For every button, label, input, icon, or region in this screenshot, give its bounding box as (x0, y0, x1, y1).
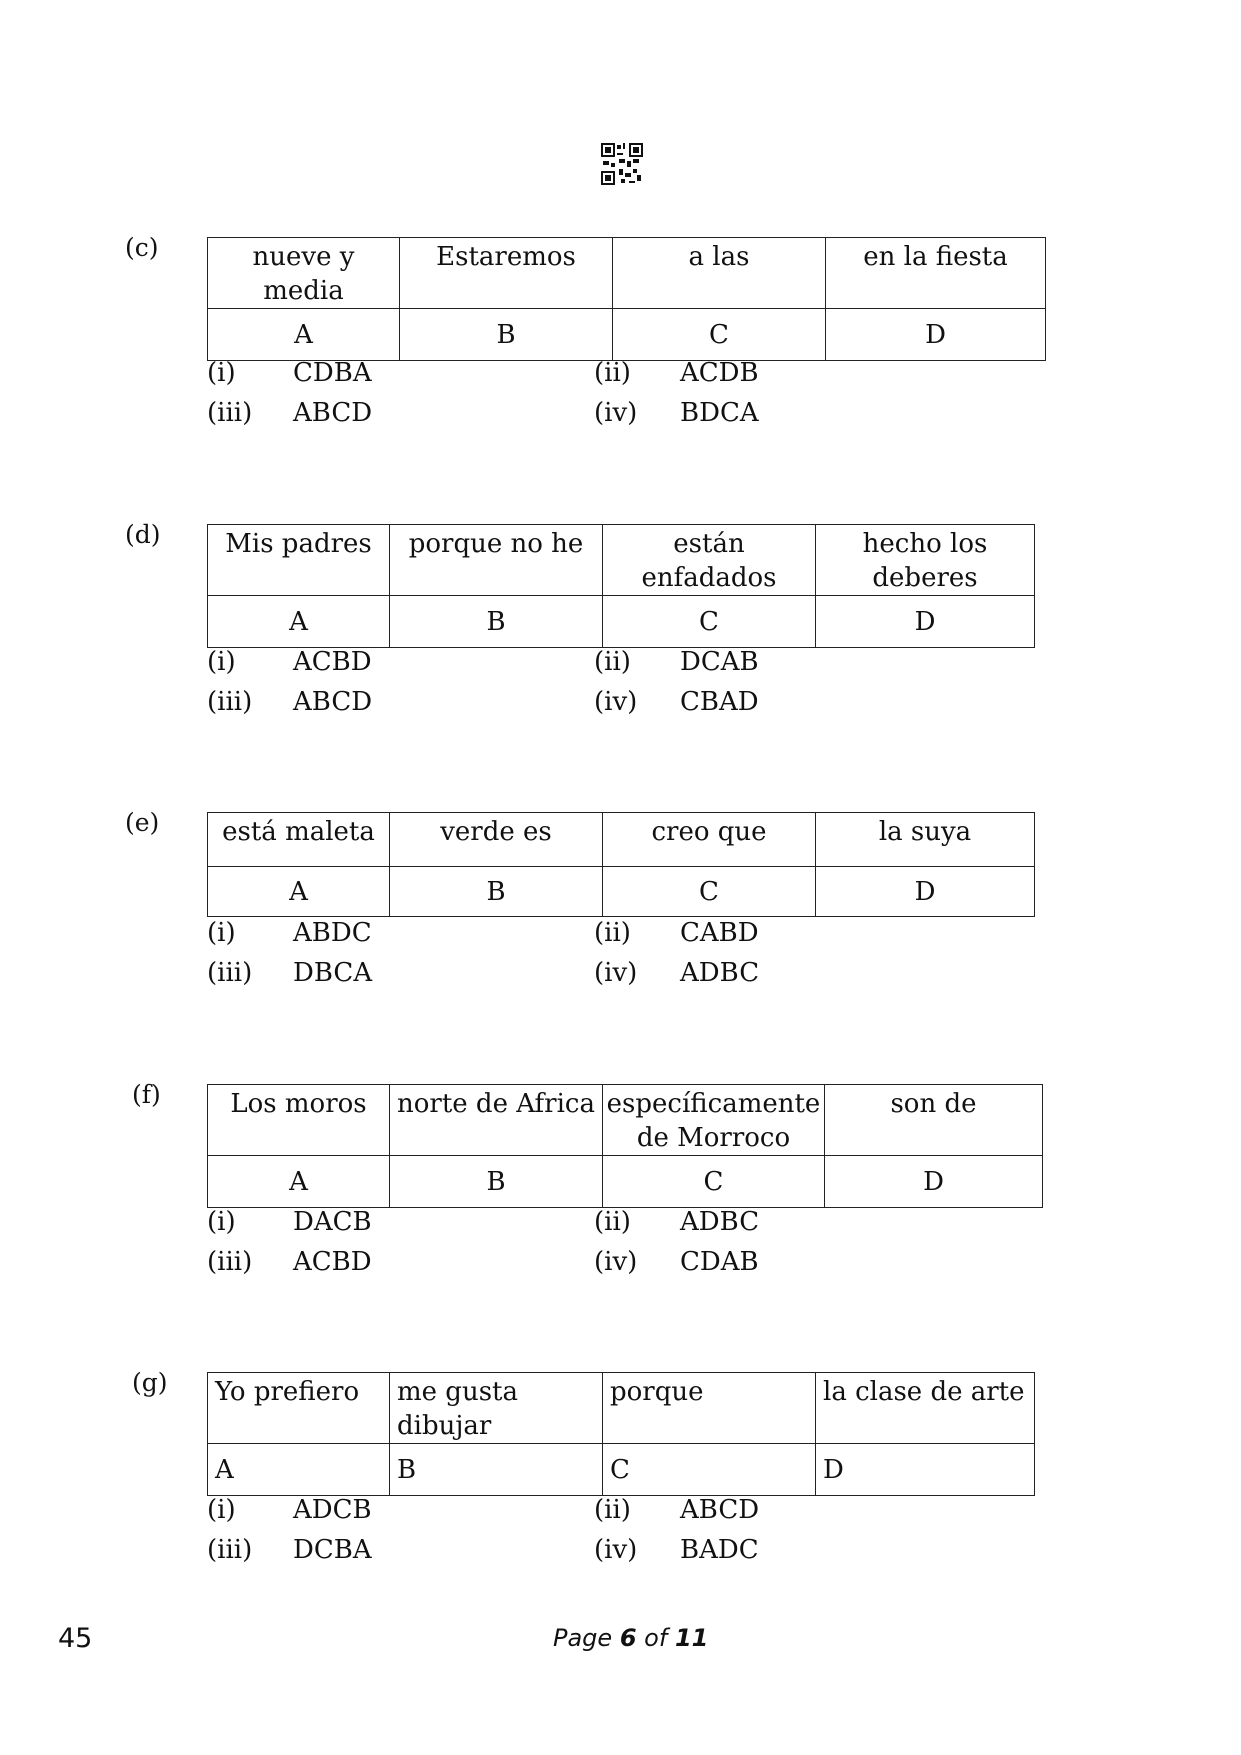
letter-cell: C (603, 1444, 816, 1496)
sequence-table (207, 1084, 1043, 1208)
sequence-table (207, 524, 1035, 648)
option-i[interactable] (207, 913, 372, 953)
page-number (553, 1624, 708, 1652)
letter-cell: B (390, 1156, 603, 1208)
table-cell: hecho los deberes (816, 525, 1035, 596)
letter-cell: D (825, 1156, 1043, 1208)
letter-cell: C (613, 309, 826, 361)
option-text: BADC (680, 1535, 759, 1565)
option-iv[interactable] (594, 953, 759, 993)
option-number: (ii) (594, 647, 631, 677)
table-cell: creo que (603, 813, 816, 867)
letter-cell: A (208, 1444, 390, 1496)
option-number: (ii) (594, 1495, 631, 1525)
option-number: (i) (207, 647, 236, 677)
letter-cell: D (826, 309, 1046, 361)
option-ii[interactable] (594, 913, 759, 953)
page-word: Page (553, 1624, 613, 1652)
letter-cell: A (208, 309, 400, 361)
option-iii[interactable] (207, 682, 372, 722)
table-cell: Los moros (208, 1085, 390, 1156)
table-cell: Yo prefiero (208, 1373, 390, 1444)
letter-cell: D (816, 1444, 1035, 1496)
option-number: (ii) (594, 918, 631, 948)
option-text: ABCD (293, 687, 373, 717)
option-number: (iii) (207, 1535, 253, 1565)
option-number: (iv) (594, 958, 638, 988)
table-cell: me gusta dibujar (390, 1373, 603, 1444)
table-cell: Mis padres (208, 525, 390, 596)
option-text: CDAB (680, 1247, 759, 1277)
letter-cell: B (390, 867, 603, 917)
option-number: (iv) (594, 1535, 638, 1565)
question-label: (e) (125, 808, 160, 837)
option-text: ADBC (680, 1207, 760, 1237)
table-cell: norte de Africa (390, 1085, 603, 1156)
option-number: (ii) (594, 358, 631, 388)
option-ii[interactable] (594, 1490, 759, 1530)
letter-cell: D (816, 867, 1035, 917)
letter-cell: B (390, 1444, 603, 1496)
letter-cell: C (603, 867, 816, 917)
option-i[interactable] (207, 353, 372, 393)
option-text: ABCD (293, 398, 373, 428)
letter-cell: C (603, 1156, 825, 1208)
table-cell: están enfadados (603, 525, 816, 596)
option-i[interactable] (207, 1490, 372, 1530)
option-iii[interactable] (207, 393, 372, 433)
letter-cell: B (390, 596, 603, 648)
option-text: ACDB (680, 358, 759, 388)
table-cell: son de (825, 1085, 1043, 1156)
option-i[interactable] (207, 1202, 372, 1242)
sequence-table (207, 1372, 1035, 1496)
option-iv[interactable] (594, 393, 759, 433)
letter-cell: C (603, 596, 816, 648)
page-current: 6 (619, 1624, 637, 1652)
letter-cell: D (816, 596, 1035, 648)
option-text: CDBA (293, 358, 372, 388)
question-label: (d) (125, 520, 161, 549)
option-text: DACB (293, 1207, 372, 1237)
option-number: (iv) (594, 1247, 638, 1277)
option-number: (i) (207, 1495, 236, 1525)
sequence-table (207, 237, 1046, 361)
option-text: ACBD (293, 647, 372, 677)
option-iv[interactable] (594, 682, 759, 722)
table-cell: está maleta (208, 813, 390, 867)
paper-code: 45 (58, 1623, 93, 1654)
question-label: (f) (132, 1080, 161, 1109)
option-number: (i) (207, 1207, 236, 1237)
option-number: (iv) (594, 687, 638, 717)
option-text: ADCB (293, 1495, 372, 1525)
option-iii[interactable] (207, 953, 372, 993)
option-text: BDCA (680, 398, 759, 428)
question-label: (c) (125, 233, 159, 262)
table-cell: porque (603, 1373, 816, 1444)
letter-cell: B (400, 309, 613, 361)
option-text: CBAD (680, 687, 759, 717)
table-cell: la clase de arte (816, 1373, 1035, 1444)
option-number: (iii) (207, 958, 253, 988)
table-cell: la suya (816, 813, 1035, 867)
letter-cell: A (208, 596, 390, 648)
option-number: (iv) (594, 398, 638, 428)
page-total: 11 (674, 1624, 709, 1652)
table-cell: nueve y media (208, 238, 400, 309)
letter-cell: A (208, 1156, 390, 1208)
table-cell: verde es (390, 813, 603, 867)
option-text: ADBC (680, 958, 760, 988)
option-text: DCAB (680, 647, 759, 677)
option-text: ACBD (293, 1247, 372, 1277)
table-cell: Estaremos (400, 238, 613, 309)
of-word: of (644, 1624, 668, 1652)
option-iii[interactable] (207, 1242, 372, 1282)
option-text: CABD (680, 918, 759, 948)
option-number: (iii) (207, 398, 253, 428)
table-cell: a las (613, 238, 826, 309)
option-number: (i) (207, 918, 236, 948)
option-number: (i) (207, 358, 236, 388)
table-cell: específicamente de Morroco (603, 1085, 825, 1156)
option-text: ABDC (293, 918, 372, 948)
option-text: DCBA (293, 1535, 372, 1565)
table-cell: porque no he (390, 525, 603, 596)
option-number: (iii) (207, 1247, 253, 1277)
table-cell: en la fiesta (826, 238, 1046, 309)
option-text: ABCD (680, 1495, 760, 1525)
option-iv[interactable] (594, 1242, 759, 1282)
option-iv[interactable] (594, 1530, 759, 1570)
option-iii[interactable] (207, 1530, 372, 1570)
sequence-table (207, 812, 1035, 917)
letter-cell: A (208, 867, 390, 917)
option-ii[interactable] (594, 1202, 759, 1242)
option-i[interactable] (207, 642, 372, 682)
option-text: DBCA (293, 958, 373, 988)
question-label: (g) (132, 1368, 168, 1397)
option-ii[interactable] (594, 353, 759, 393)
option-number: (iii) (207, 687, 253, 717)
option-ii[interactable] (594, 642, 759, 682)
option-number: (ii) (594, 1207, 631, 1237)
qr-code-icon (601, 143, 643, 185)
